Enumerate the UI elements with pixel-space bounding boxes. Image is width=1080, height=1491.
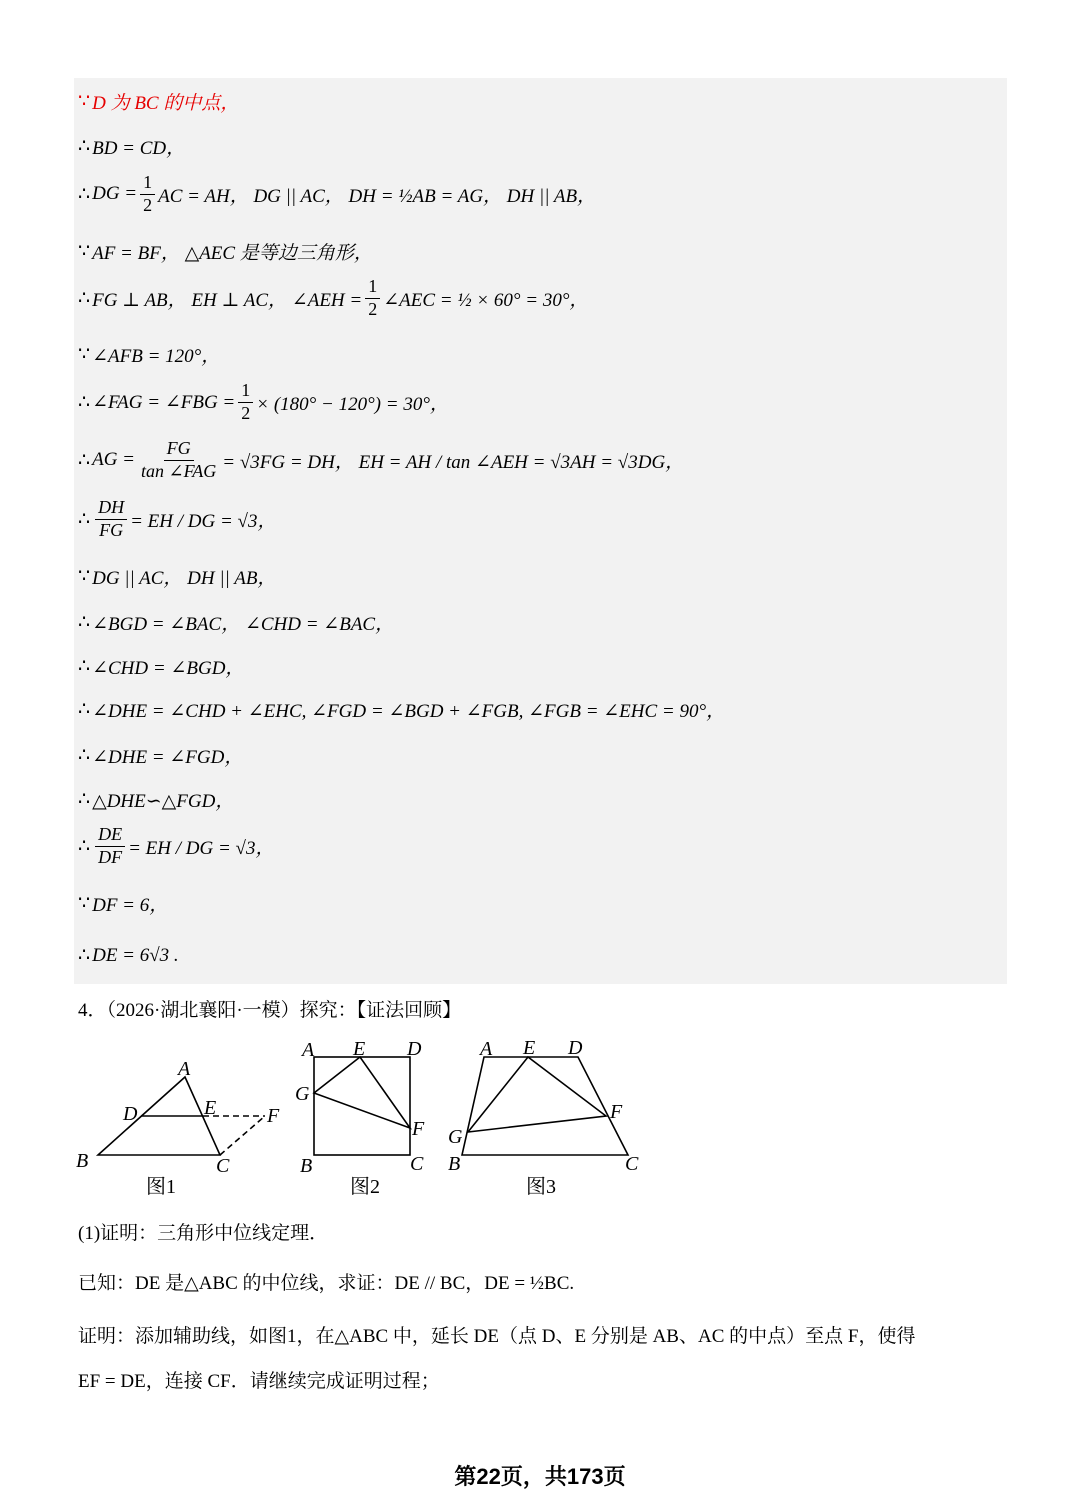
fig2-label-g: G	[295, 1083, 310, 1105]
solution-line-10: ∵ DG || AC， DH || AB，	[78, 566, 277, 589]
question-title: 4．（2026·湖北襄阳·一模）探究：【证法回顾】	[78, 1000, 462, 1021]
triangle-egf	[468, 1057, 606, 1132]
solution-line-7: ∴ ∠FAG = ∠FBG = $\frac{1}{2}$ × (180° − 120°) = 30°，	[78, 380, 449, 423]
fig3-label-e: E	[523, 1037, 536, 1059]
triangle-egf	[314, 1057, 410, 1128]
fig3-label-g: G	[448, 1126, 463, 1148]
solution-line-5: ∴ FG ⊥ AB， EH ⊥ AC， ∠AEH = $\frac{1}{2}$ ∠AEC = ½ × 60° = 30°，	[78, 276, 589, 319]
square-abcd	[314, 1057, 410, 1155]
fraction: $\frac{1}{2}$	[238, 380, 253, 424]
question-proof-line-1: 证明：添加辅助线，如图1，在△ABC 中，延长 DE（点 D、E 分别是 AB、AC 的中点）至点 F，使得	[78, 1326, 916, 1347]
question-proof-line-2: EF = DE，连接 CF．请继续完成证明过程；	[78, 1371, 440, 1392]
figure-3	[462, 1057, 628, 1155]
fig1-label-c: C	[216, 1155, 230, 1177]
fig1-label-f: F	[267, 1105, 280, 1127]
solution-line-4: ∵ AF = BF， △AEC 是等边三角形，	[78, 241, 373, 264]
trapezoid-abcd	[462, 1057, 628, 1155]
solution-line-1: ∵ D 为 BC 的中点，	[78, 91, 240, 114]
solution-line-12: ∴ ∠CHD = ∠BGD，	[78, 656, 245, 679]
solution-line-2: ∴ BD = CD，	[78, 136, 186, 159]
solution-line-6: ∵ ∠AFB = 120°，	[78, 344, 221, 367]
fig1-caption: 图1	[146, 1176, 176, 1198]
geometry-figures	[70, 1030, 670, 1200]
solution-line-14: ∴ ∠DHE = ∠FGD，	[78, 745, 244, 768]
fraction: $\frac{DE}{DF}$	[95, 824, 125, 868]
fig3-label-d: D	[568, 1037, 583, 1059]
fig2-label-d: D	[407, 1038, 422, 1060]
solution-line-8: ∴ AG = $\frac{FG}{\text{tan ∠FAG}}$ = √3FG = DH， EH = AH / tan ∠AEH = √3AH = √3DG，	[78, 438, 685, 481]
fraction: $\frac{1}{2}$	[140, 172, 155, 216]
fig2-label-c: C	[410, 1153, 424, 1175]
fig2-label-f: F	[412, 1118, 425, 1140]
fig3-caption: 图3	[526, 1176, 556, 1198]
fraction: $\frac{1}{2}$	[365, 276, 380, 320]
solution-line-17: ∵ DF = 6，	[78, 893, 169, 916]
segment-cf	[220, 1116, 265, 1155]
fig1-label-e: E	[204, 1097, 217, 1119]
fig3-label-f: F	[610, 1101, 623, 1123]
fig1-label-d: D	[123, 1103, 138, 1125]
solution-line-18: ∴ DE = 6√3 .	[78, 944, 179, 966]
fig2-label-e: E	[353, 1038, 366, 1060]
fig3-label-b: B	[448, 1153, 461, 1175]
fig3-label-c: C	[625, 1153, 639, 1175]
solution-line-11: ∴ ∠BGD = ∠BAC， ∠CHD = ∠BAC，	[78, 612, 395, 635]
fig2-caption: 图2	[350, 1176, 380, 1198]
fig2-label-b: B	[300, 1155, 313, 1177]
question-part-1: (1)证明：三角形中位线定理．	[78, 1223, 329, 1244]
fig1-label-a: A	[178, 1058, 191, 1080]
solution-line-15: ∴ △DHE∽△FGD，	[78, 789, 235, 812]
solution-line-16: ∴ $\frac{DE}{DF}$ = EH / DG = √3，	[78, 824, 275, 867]
fig1-label-b: B	[76, 1150, 89, 1172]
fraction: $\frac{DH}{FG}$	[95, 497, 127, 541]
question-given: 已知：DE 是△ABC 的中位线，求证：DE // BC，DE = ½BC.	[78, 1273, 575, 1294]
page-footer: 第22页，共173页	[454, 1464, 626, 1489]
figure-2	[314, 1057, 410, 1155]
solution-line-13: ∴ ∠DHE = ∠CHD + ∠EHC, ∠FGD = ∠BGD + ∠FGB, ∠FGB = ∠EHC = 90°，	[78, 699, 726, 722]
solution-line-3: ∴ DG = $\frac{1}{2}$ AC = AH， DG || AC， DH = ½AB = AG， DH || AB，	[78, 172, 597, 215]
solution-line-9: ∴ $\frac{DH}{FG}$ = EH / DG = √3，	[78, 497, 277, 540]
fraction: $\frac{FG}{\text{tan ∠FAG}}$	[141, 438, 217, 481]
fig2-label-a: A	[302, 1039, 315, 1061]
fig3-label-a: A	[480, 1038, 493, 1060]
